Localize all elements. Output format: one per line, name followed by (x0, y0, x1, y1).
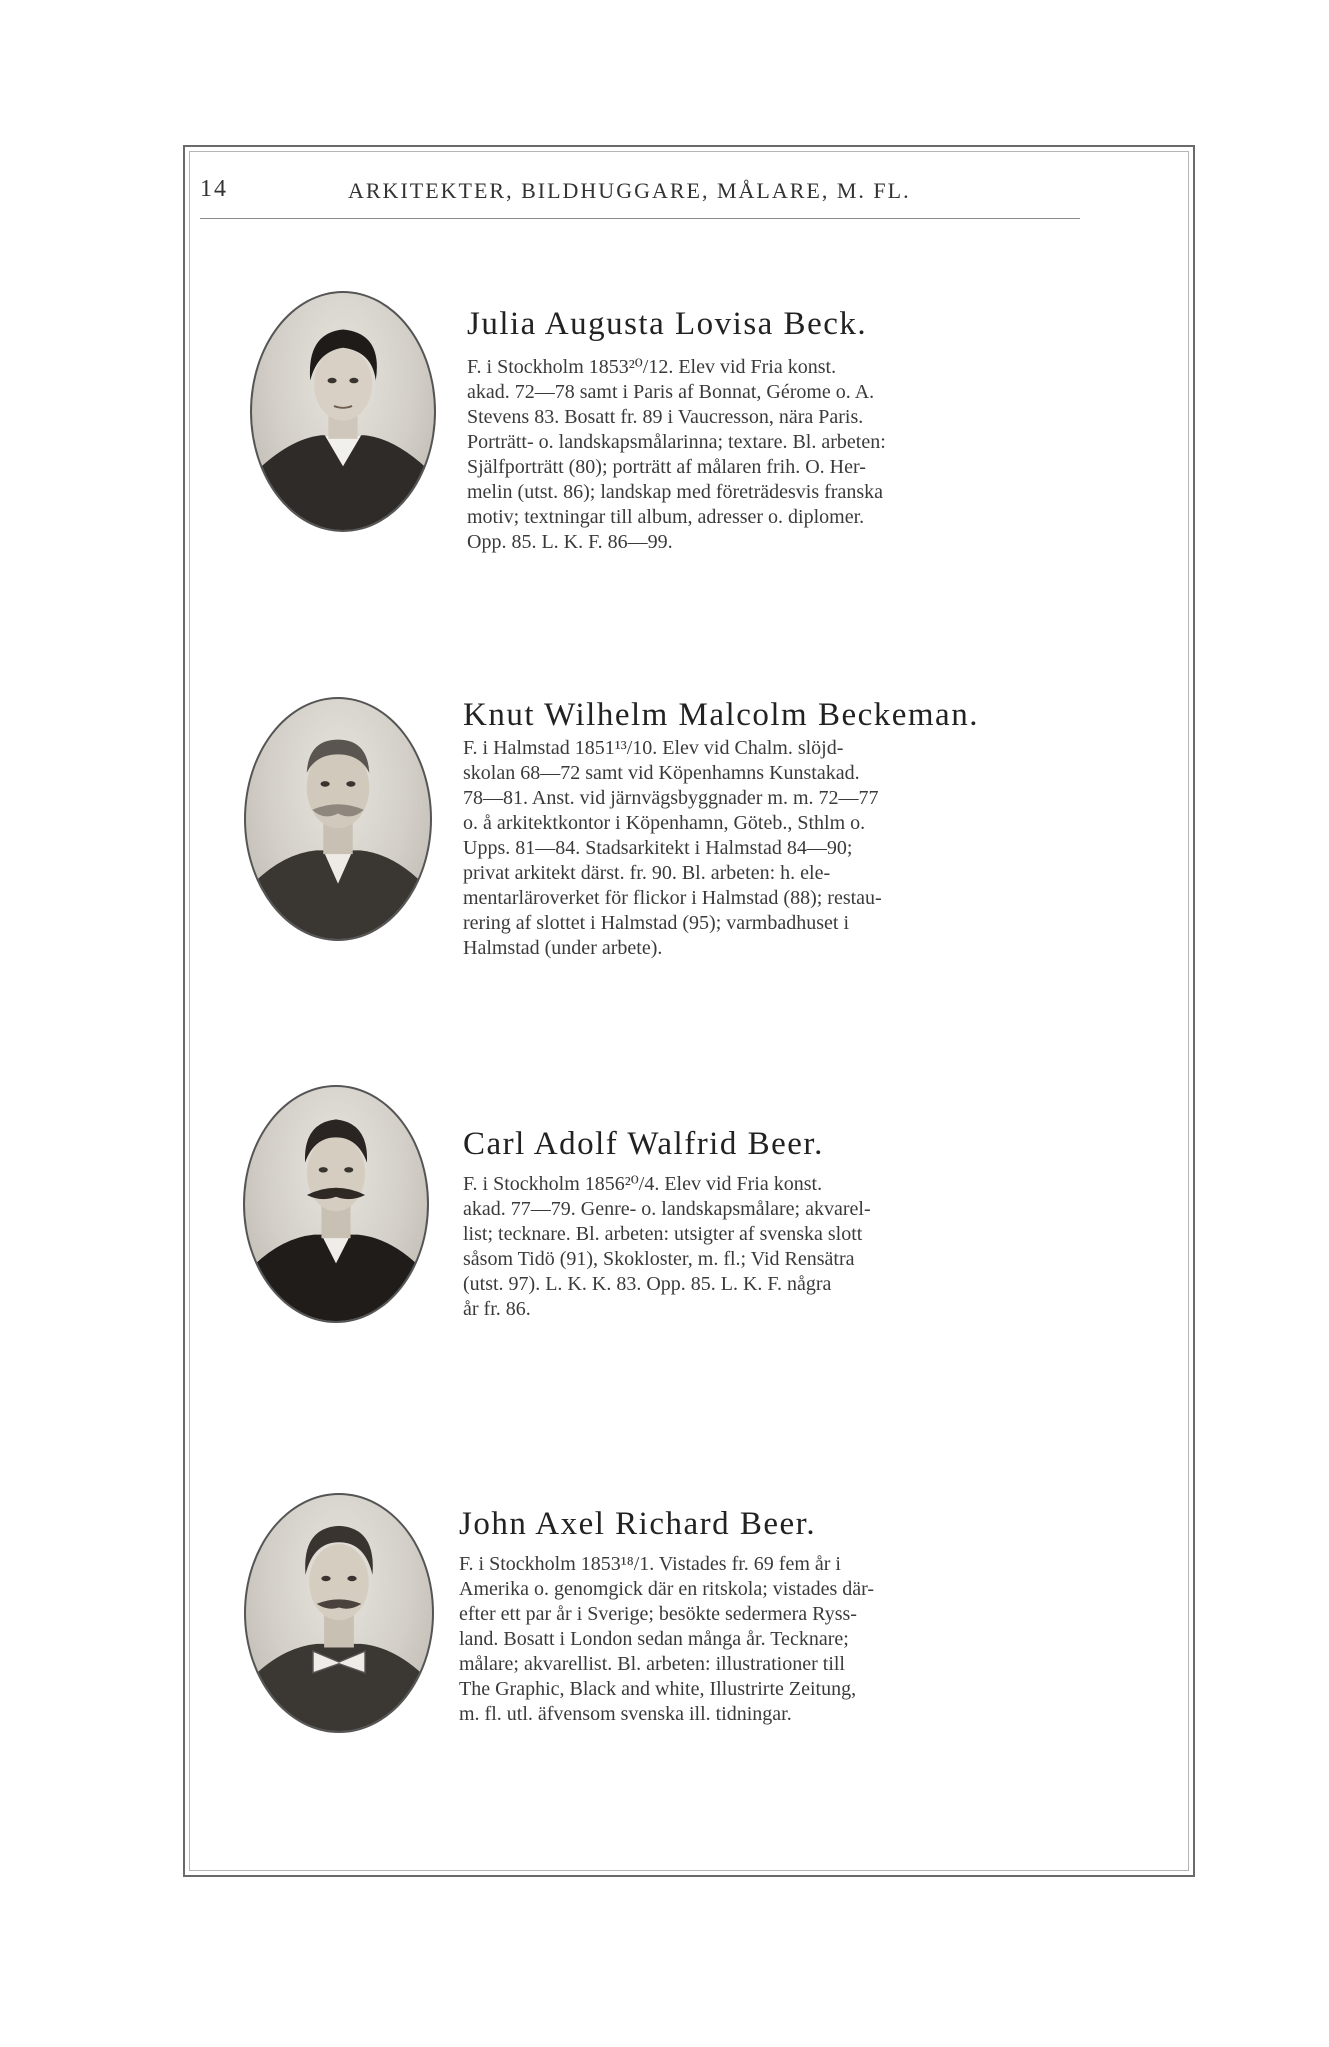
entry-biography (463, 736, 1149, 961)
bio-line: Halmstad (under arbete). (463, 937, 663, 959)
man-portrait-moustache-icon (244, 697, 432, 941)
bio-line: F. i Stockholm 1853²⁰/12. Elev vid Fria konst. (467, 356, 837, 378)
bio-line: m. fl. utl. äfvensom svenska ill. tidningar. (459, 1703, 792, 1725)
bio-line: The Graphic, Black and white, Illustrirte Zeitung, (459, 1678, 857, 1700)
bio-line: mentarläroverket för flickor i Halmstad (88); restau- (463, 887, 882, 909)
bio-line: o. å arkitektkontor i Köpenhamn, Göteb., Sthlm o. (463, 812, 866, 834)
man-portrait-bowtie-icon (244, 1493, 434, 1733)
bio-line: F. i Halmstad 1851¹³/10. Elev vid Chalm. slöjd- (463, 737, 844, 759)
bio-line: rering af slottet i Halmstad (95); varmbadhuset i (463, 912, 850, 934)
bio-line: år fr. 86. (463, 1298, 531, 1320)
page-header (200, 176, 1080, 216)
entry-biography (463, 1172, 1149, 1322)
bio-line: motiv; textningar till album, adresser o. diplomer. (467, 506, 865, 528)
bio-line: list; tecknare. Bl. arbeten: utsigter af svenska slott (463, 1223, 863, 1245)
page-number: 14 (200, 176, 228, 202)
bio-line: melin (utst. 86); landskap med företrädesvis franska (467, 481, 883, 503)
bio-line: privat arkitekt därst. fr. 90. Bl. arbeten: h. ele- (463, 862, 831, 884)
entry-name: Carl Adolf Walfrid Beer. (463, 1126, 824, 1162)
entry-biography (467, 355, 1147, 555)
bio-line: Själfporträtt (80); porträtt af målaren frih. O. Her- (467, 456, 866, 478)
bio-line: Stevens 83. Bosatt fr. 89 i Vaucresson, nära Paris. (467, 406, 864, 428)
entry-name: John Axel Richard Beer. (459, 1506, 817, 1542)
bio-line: Porträtt- o. landskapsmålarinna; textare. Bl. arbeten: (467, 431, 886, 453)
bio-line: efter ett par år i Sverige; besökte sedermera Ryss- (459, 1603, 857, 1625)
bio-line: Opp. 85. L. K. F. 86—99. (467, 531, 673, 553)
header-rule (200, 218, 1080, 219)
bio-line: såsom Tidö (91), Skokloster, m. fl.; Vid Rensätra (463, 1248, 855, 1270)
bio-line: skolan 68—72 samt vid Köpenhamns Kunstakad. (463, 762, 860, 784)
bio-line: (utst. 97). L. K. K. 83. Opp. 85. L. K. F. några (463, 1273, 832, 1295)
entry-biography (459, 1552, 1149, 1727)
bio-line: land. Bosatt i London sedan många år. Tecknare; (459, 1628, 849, 1650)
bio-line: Upps. 81—84. Stadsarkitekt i Halmstad 84—90; (463, 837, 853, 859)
bio-line: akad. 77—79. Genre- o. landskapsmålare; akvarel- (463, 1198, 871, 1220)
entry-name: Knut Wilhelm Malcolm Beckeman. (463, 697, 979, 733)
bio-line: F. i Stockholm 1856²⁰/4. Elev vid Fria konst. (463, 1173, 823, 1195)
running-title: ARKITEKTER, BILDHUGGARE, MÅLARE, M. FL. (348, 178, 911, 203)
bio-line: F. i Stockholm 1853¹⁸/1. Vistades fr. 69 fem år i (459, 1553, 841, 1575)
bio-line: målare; akvarellist. Bl. arbeten: illustrationer till (459, 1653, 845, 1675)
woman-portrait-icon (250, 291, 436, 532)
man-portrait-moustache-icon (243, 1085, 429, 1323)
bio-line: 78—81. Anst. vid järnvägsbyggnader m. m. 72—77 (463, 787, 879, 809)
bio-line: Amerika o. genomgick där en ritskola; vistades där- (459, 1578, 875, 1600)
bio-line: akad. 72—78 samt i Paris af Bonnat, Gérome o. A. (467, 381, 875, 403)
entry-name: Julia Augusta Lovisa Beck. (467, 306, 868, 342)
